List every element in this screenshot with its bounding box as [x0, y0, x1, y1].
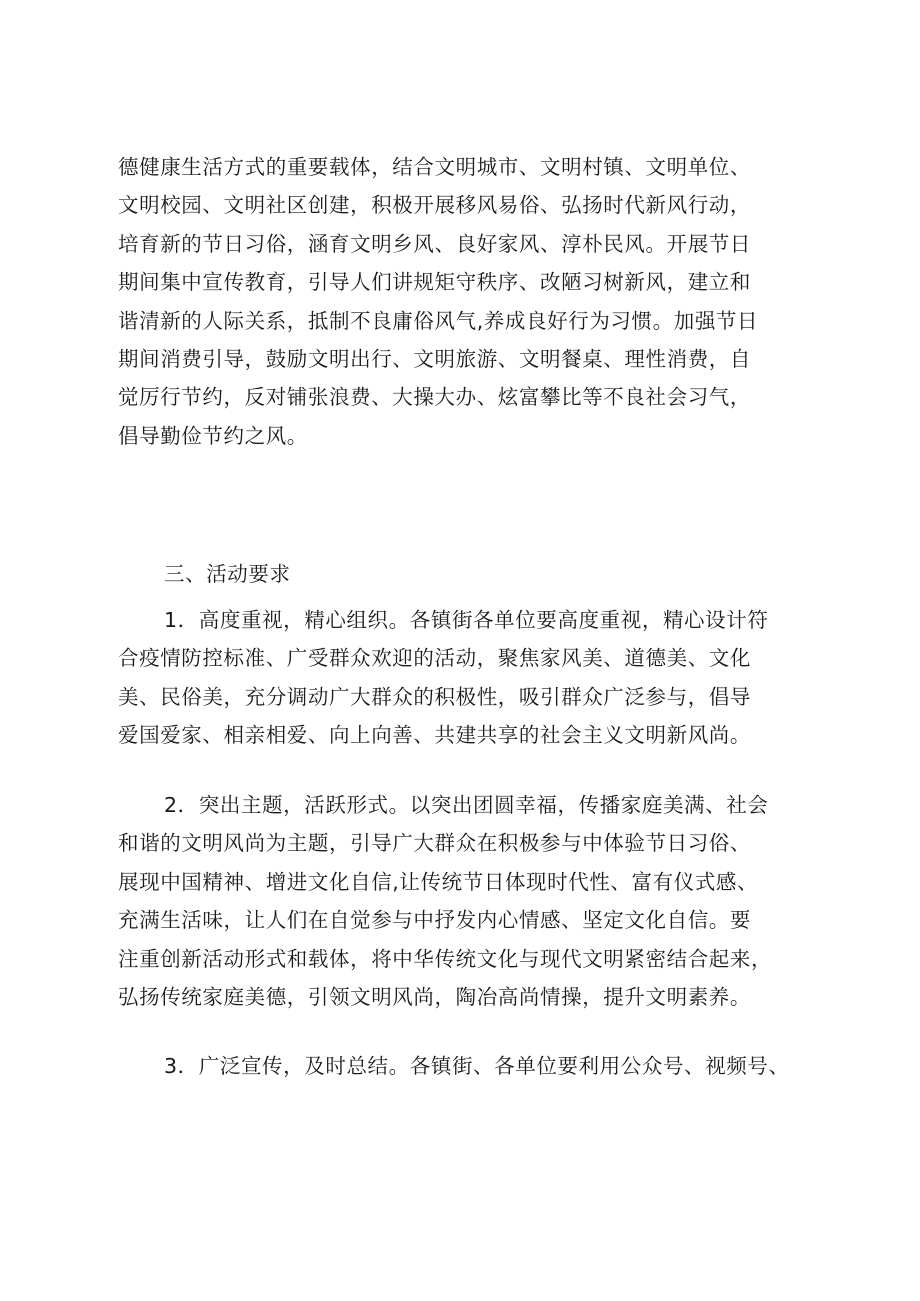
paragraph-continuation — [118, 148, 818, 455]
text-line: 2．突出主题，活跃形式。以突出团圆幸福，传播家庭美满、社会 — [164, 793, 769, 817]
text-line: 德健康生活方式的重要载体，结合文明城市、文明村镇、文明单位、 — [118, 155, 751, 179]
text-line: 展现中国精神、增进文化自信,让传统节日体现时代性、富有仪式感、 — [118, 869, 759, 894]
text-line: 文明校园、文明社区创建，积极开展移风易俗、弘扬时代新风行动， — [118, 193, 751, 218]
text-line: 倡导勤俭节约之风。 — [118, 423, 308, 448]
text-line: 培育新的节日习俗，涵育文明乡风、良好家风、淳朴民风。开展节日 — [118, 231, 751, 256]
text-line: 觉厉行节约，反对铺张浪费、大操大办、炫富攀比等不良社会习气， — [118, 385, 751, 410]
text-line: 期间集中宣传教育，引导人们讲规矩守秩序、改陋习树新风，建立和 — [118, 270, 751, 295]
text-line: 充满生活味，让人们在自觉参与中抒发内心情感、坚定文化自信。要 — [118, 908, 751, 933]
text-line: 弘扬传统家庭美德，引领文明风尚，陶冶高尚情操，提升文明素养。 — [118, 984, 751, 1009]
text-line: 谐清新的人际关系，抵制不良庸俗风气,养成良好行为习惯。加强节日 — [118, 308, 759, 333]
text-line: 期间消费引导，鼓励文明出行、文明旅游、文明餐桌、理性消费，自 — [118, 346, 751, 371]
text-line: 合疫情防控标准、广受群众欢迎的活动，聚焦家风美、道德美、文化 — [118, 646, 751, 671]
requirement-item-1 — [118, 601, 818, 755]
text-line: 爱国爱家、相亲相爱、向上向善、共建共享的社会主义文明新风尚。 — [118, 723, 751, 748]
section-heading: 三、活动要求 — [164, 562, 291, 586]
text-line: 3．广泛宣传，及时总结。各镇街、各单位要利用公众号、视频号、 — [164, 1054, 790, 1078]
text-line: 美、民俗美，充分调动广大群众的积极性，吸引群众广泛参与，倡导 — [118, 684, 751, 709]
text-line: 1．高度重视，精心组织。各镇街各单位要高度重视，精心设计符 — [164, 608, 769, 632]
text-line: 注重创新活动形式和载体，将中华传统文化与现代文明紧密结合起来， — [118, 946, 773, 971]
requirement-item-2 — [118, 786, 818, 1016]
requirement-item-3 — [118, 1047, 818, 1085]
text-line: 和谐的文明风尚为主题，引导广大群众在积极参与中体验节日习俗、 — [118, 831, 751, 856]
